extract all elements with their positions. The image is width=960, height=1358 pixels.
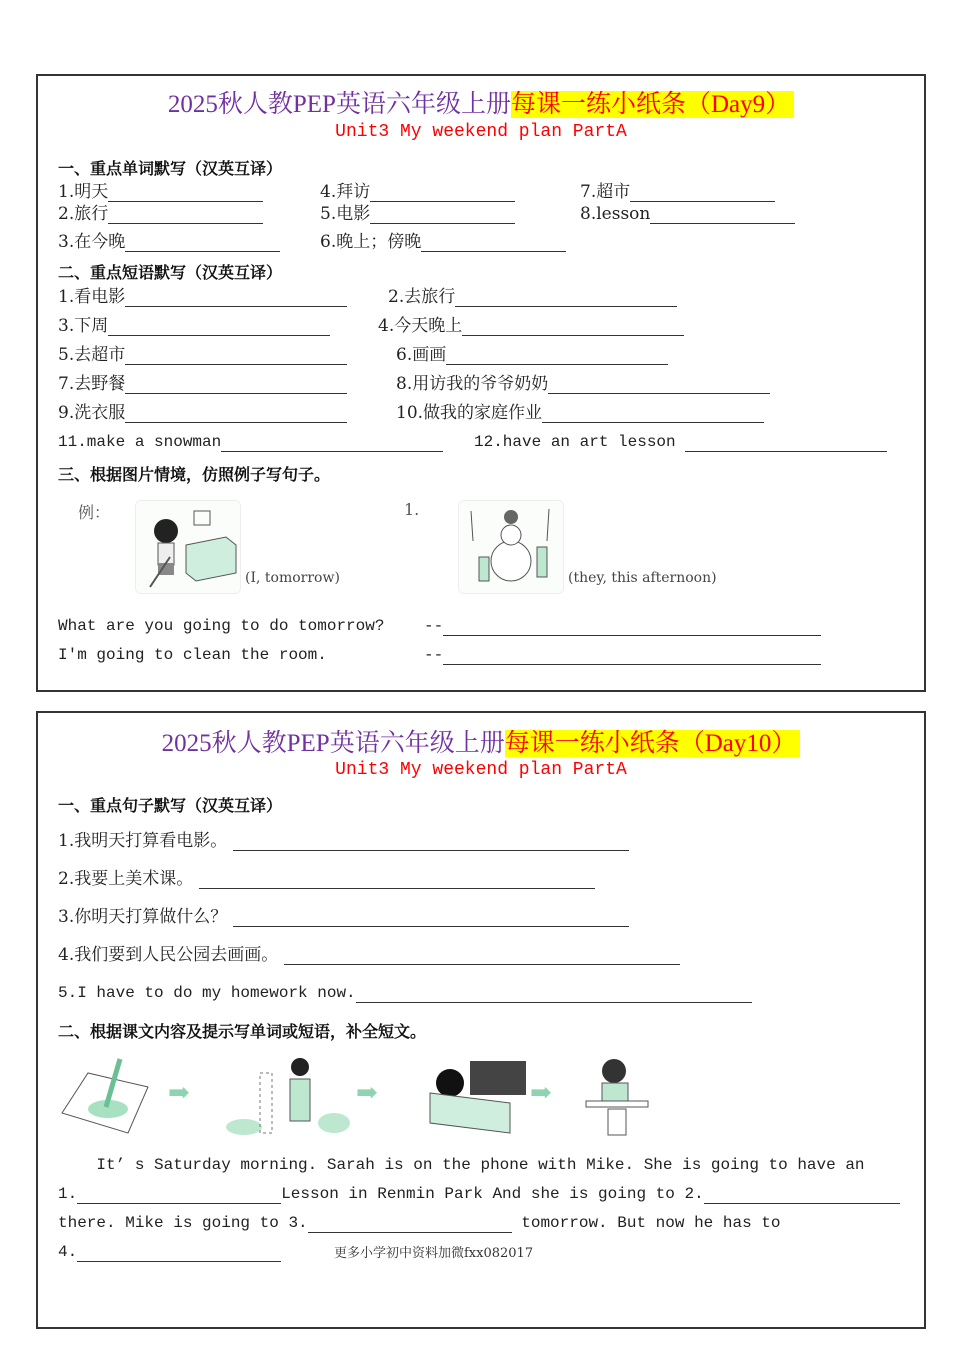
word-item: 4.拜访 bbox=[320, 182, 515, 202]
answer-blank[interactable] bbox=[233, 832, 629, 851]
answer-blank[interactable] bbox=[443, 617, 821, 636]
arrow-right-icon: ➡ bbox=[168, 1078, 190, 1108]
park-picture bbox=[224, 1053, 350, 1141]
worksheet-day9 bbox=[36, 74, 926, 692]
answer-blank[interactable] bbox=[462, 317, 684, 336]
worksheet-day10 bbox=[36, 711, 926, 1329]
answer-blank[interactable] bbox=[125, 404, 347, 423]
example-label: 例： bbox=[78, 503, 111, 522]
phrase-item: 12.have an art lesson bbox=[474, 432, 887, 452]
sentence-item: 4.我们要到人民公园去画画。 bbox=[58, 945, 680, 965]
sentence-item: 5.I have to do my homework now. bbox=[58, 983, 752, 1003]
answer-blank-2[interactable] bbox=[704, 1185, 900, 1204]
section-heading: 一、重点句子默写（汉英互译） bbox=[58, 796, 283, 815]
answer-blank[interactable] bbox=[125, 233, 280, 252]
answer-blank[interactable] bbox=[630, 183, 775, 202]
question-number: 1. bbox=[404, 500, 420, 519]
phrase-item: 2.去旅行 bbox=[388, 287, 677, 307]
phrase-item: 7.去野餐 bbox=[58, 374, 347, 394]
worksheet-subtitle: Unit3 My weekend plan PartA bbox=[335, 760, 627, 780]
answer-blank[interactable] bbox=[199, 870, 595, 889]
section-heading: 一、重点单词默写（汉英互译） bbox=[58, 159, 283, 178]
answer-blank[interactable] bbox=[685, 433, 887, 452]
passage-line-1: It’ s Saturday morning. Sarah is on the phone with Mike. She is going to have an bbox=[58, 1156, 865, 1174]
arrow-right-icon: ➡ bbox=[356, 1078, 378, 1108]
title-highlight: 每课一练小纸条（Day10） bbox=[505, 730, 801, 757]
answer-blank[interactable] bbox=[108, 317, 330, 336]
answer-blank-3[interactable] bbox=[308, 1214, 512, 1233]
answer-blank[interactable] bbox=[370, 183, 515, 202]
title-highlight: 每课一练小纸条（Day9） bbox=[511, 91, 794, 118]
phrase-item: 5.去超市 bbox=[58, 345, 347, 365]
answer-blank[interactable] bbox=[125, 346, 347, 365]
cleaning-room-picture bbox=[135, 500, 241, 594]
phrase-item: 4.今天晚上 bbox=[378, 316, 684, 336]
example-hint: (I, tomorrow) bbox=[245, 570, 340, 586]
section-heading: 三、根据图片情境，仿照例子写句子。 bbox=[58, 465, 331, 484]
snowman-picture bbox=[458, 500, 564, 594]
section-heading: 二、重点短语默写（汉英互译） bbox=[58, 263, 283, 282]
answer-blank-4[interactable] bbox=[77, 1243, 281, 1262]
word-item: 5.电影 bbox=[320, 204, 515, 224]
phrase-item: 10.做我的家庭作业 bbox=[396, 403, 764, 423]
answer-response-line: -- bbox=[424, 645, 821, 665]
arrow-right-icon: ➡ bbox=[530, 1078, 552, 1108]
answer-blank[interactable] bbox=[125, 375, 347, 394]
phrase-item: 1.看电影 bbox=[58, 287, 347, 307]
answer-question-line: -- bbox=[424, 616, 821, 636]
word-item: 3.在今晚 bbox=[58, 232, 280, 252]
question-hint: (they, this afternoon) bbox=[568, 570, 717, 586]
answer-blank[interactable] bbox=[542, 404, 764, 423]
passage-line-2: 1. Lesson in Renmin Park And she is going to 2. bbox=[58, 1184, 900, 1204]
answer-blank[interactable] bbox=[421, 233, 566, 252]
example-question: What are you going to do tomorrow? bbox=[58, 617, 385, 635]
word-item: 6.晚上；傍晚 bbox=[320, 232, 566, 252]
section-heading: 二、根据课文内容及提示写单词或短语，补全短文。 bbox=[58, 1022, 427, 1041]
answer-blank-1[interactable] bbox=[77, 1185, 281, 1204]
answer-blank[interactable] bbox=[233, 908, 629, 927]
word-item: 8.lesson bbox=[580, 204, 795, 224]
word-item: 1.明天 bbox=[58, 182, 263, 202]
answer-blank[interactable] bbox=[548, 375, 770, 394]
answer-blank[interactable] bbox=[125, 288, 347, 307]
answer-blank[interactable] bbox=[356, 984, 752, 1003]
homework-picture bbox=[578, 1053, 652, 1141]
painting-picture bbox=[58, 1053, 150, 1137]
sentence-item: 3.你明天打算做什么？ bbox=[58, 907, 629, 927]
answer-blank[interactable] bbox=[370, 205, 515, 224]
answer-blank[interactable] bbox=[446, 346, 668, 365]
worksheet-title: 2025秋人教PEP英语六年级上册每课一练小纸条（Day10） bbox=[38, 723, 924, 759]
sentence-item: 1.我明天打算看电影。 bbox=[58, 831, 629, 851]
answer-blank[interactable] bbox=[455, 288, 677, 307]
phrase-item: 8.用访我的爷爷奶奶 bbox=[396, 374, 770, 394]
word-item: 2.旅行 bbox=[58, 204, 263, 224]
passage-line-4: 4. bbox=[58, 1242, 281, 1262]
phrase-item: 6.画画 bbox=[396, 345, 668, 365]
worksheet-subtitle: Unit3 My weekend plan PartA bbox=[335, 122, 627, 142]
sentence-item: 2.我要上美术课。 bbox=[58, 869, 595, 889]
answer-blank[interactable] bbox=[108, 183, 263, 202]
phrase-item: 11.make a snowman bbox=[58, 432, 443, 452]
example-answer: I'm going to clean the room. bbox=[58, 646, 327, 664]
answer-blank[interactable] bbox=[284, 946, 680, 965]
answer-blank[interactable] bbox=[650, 205, 795, 224]
phrase-item: 3.下周 bbox=[58, 316, 330, 336]
watermark-text: 更多小学初中资料加微fxx082017 bbox=[334, 1246, 534, 1261]
phrase-item: 9.洗衣服 bbox=[58, 403, 347, 423]
answer-blank[interactable] bbox=[221, 433, 443, 452]
cinema-picture bbox=[400, 1053, 530, 1145]
passage-line-3: there. Mike is going to 3. tomorrow. But now he has to bbox=[58, 1214, 781, 1232]
answer-blank[interactable] bbox=[108, 205, 263, 224]
answer-blank[interactable] bbox=[443, 646, 821, 665]
word-item: 7.超市 bbox=[580, 182, 775, 202]
worksheet-title: 2025秋人教PEP英语六年级上册每课一练小纸条（Day9） bbox=[38, 84, 924, 120]
